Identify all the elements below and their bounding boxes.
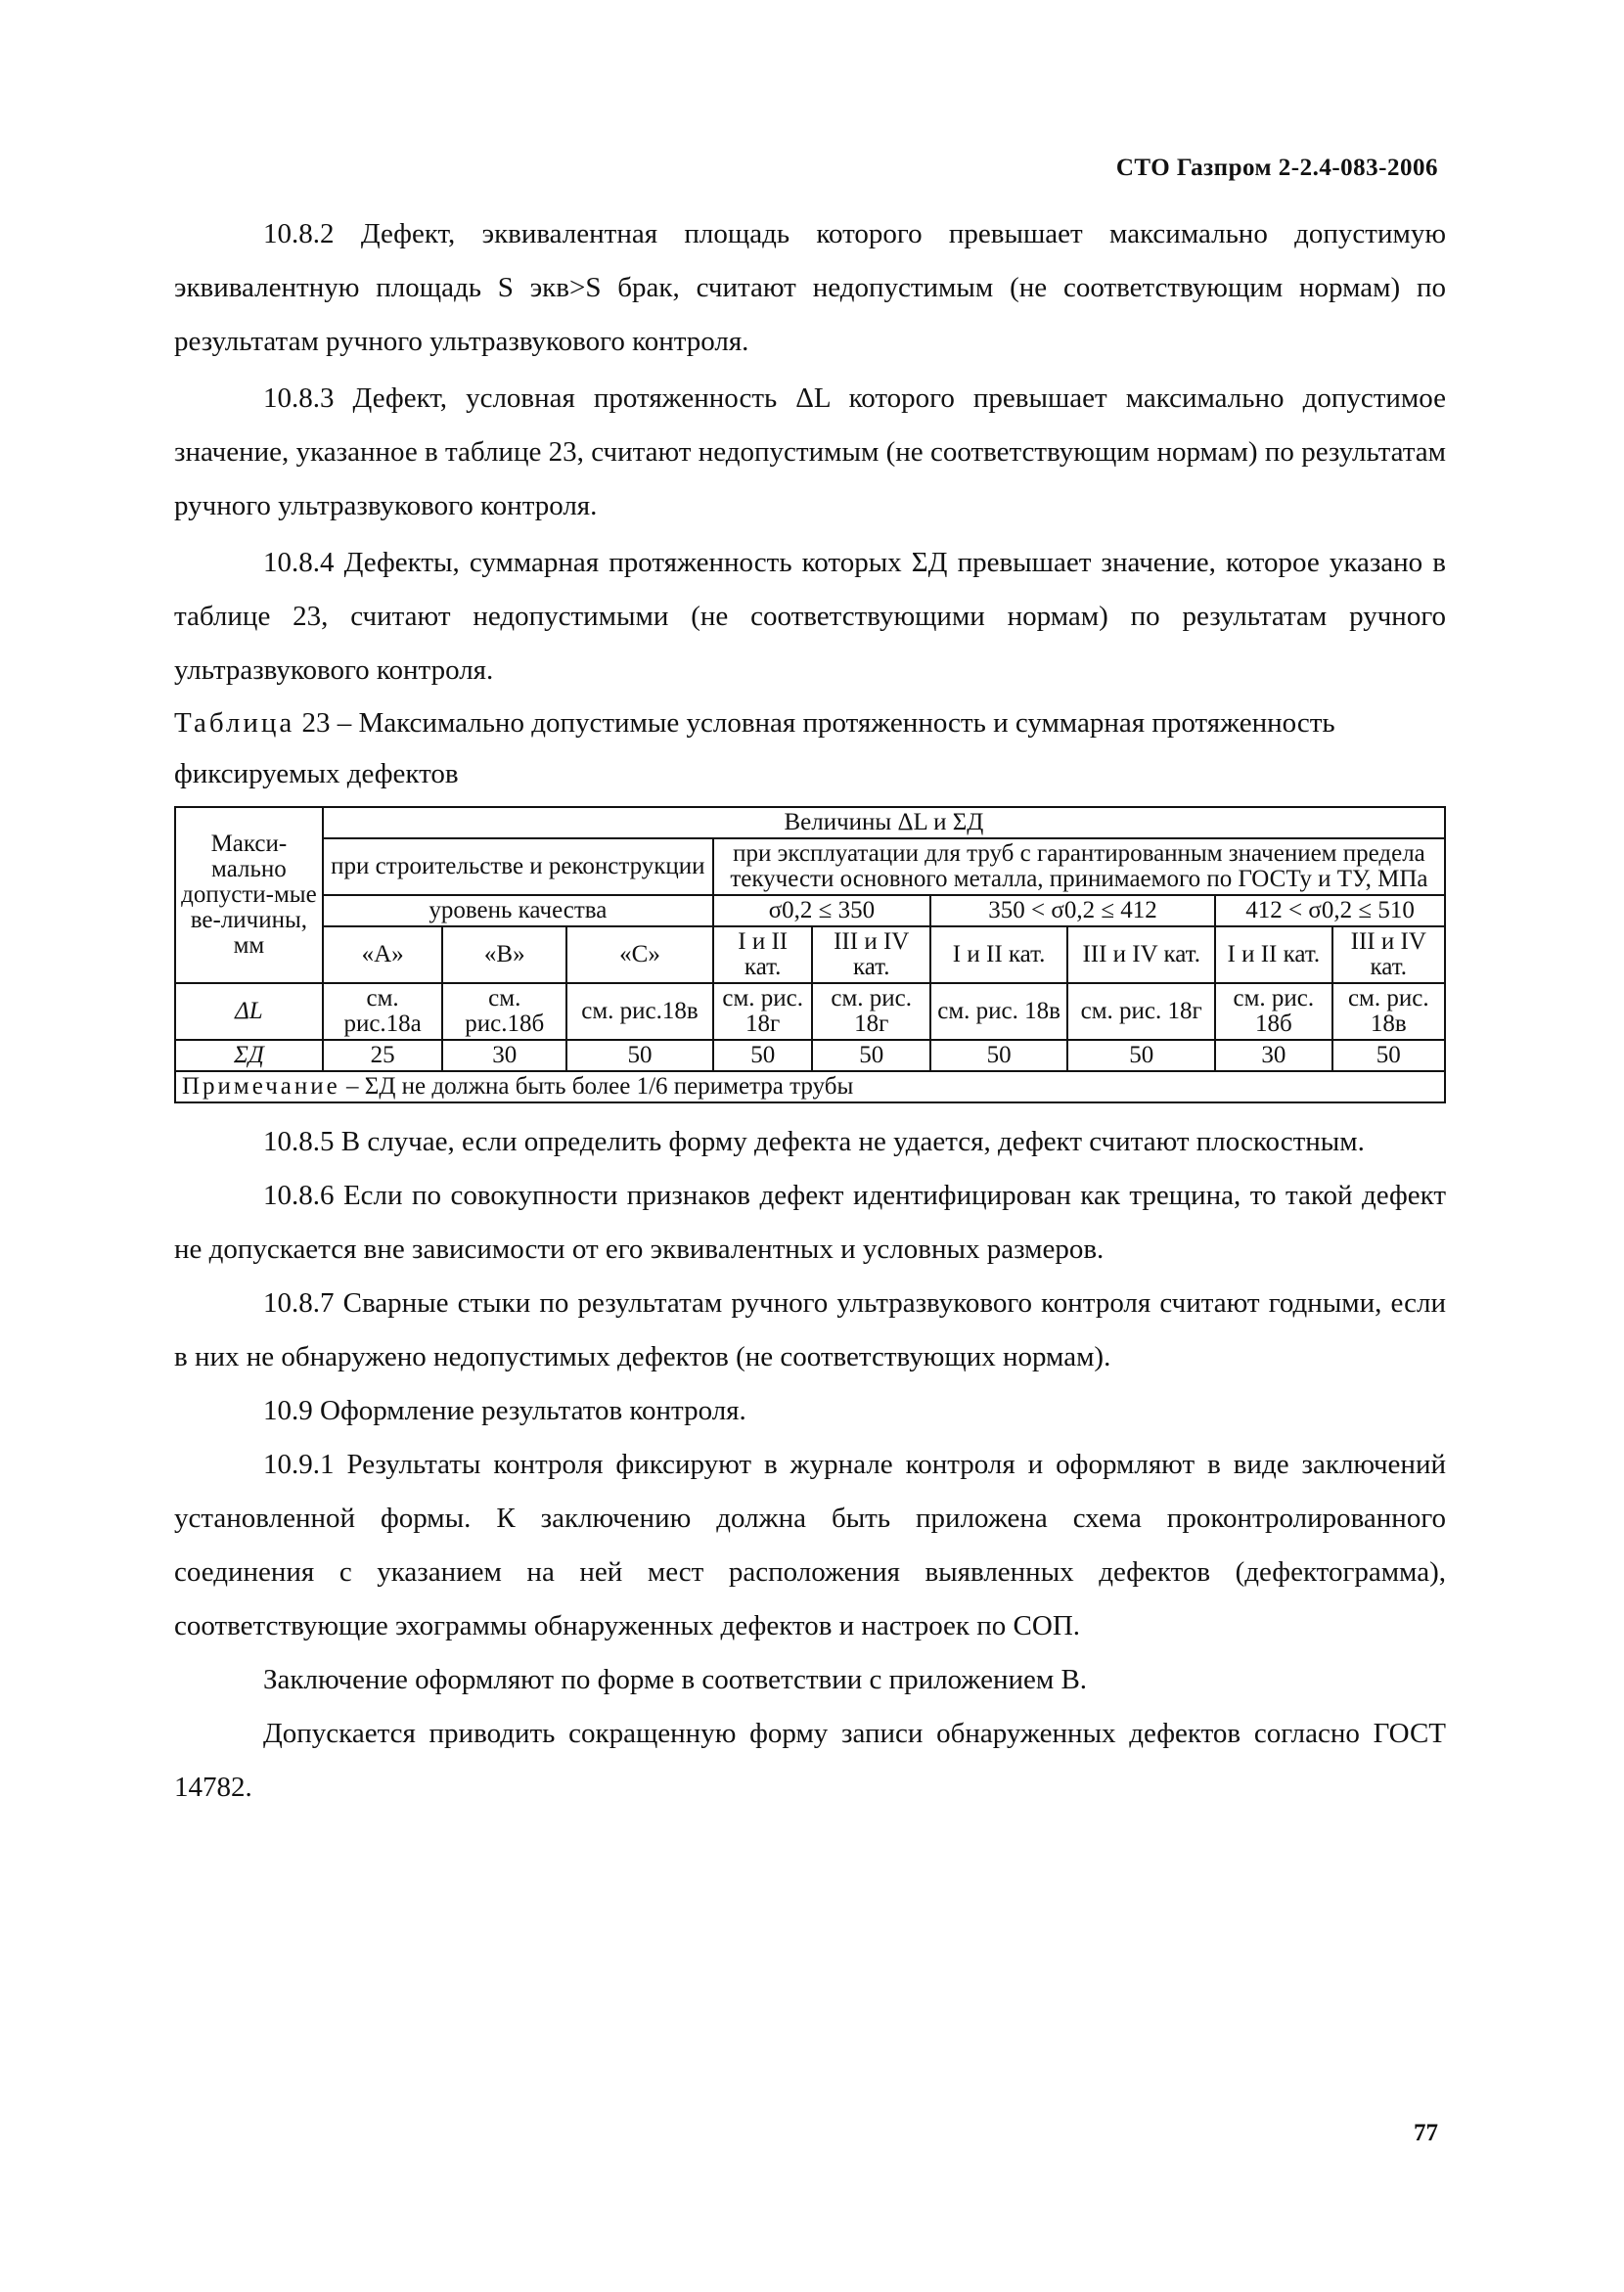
col-header: I и II кат. bbox=[930, 926, 1067, 983]
table-caption bbox=[174, 697, 1446, 799]
document-body bbox=[174, 207, 1446, 1815]
paragraph-10-9-1: 10.9.1 Результаты контроля фиксируют в журнале контроля и оформляют в виде заключений установленной формы. К заключению должна быть приложена схема проконтролированного соединения с указанием на ней мест расположения выявленных дефектов (дефектограмма), соответствующие эхограммы обнаруженных дефектов и настроек по СОП. bbox=[174, 1449, 1446, 1641]
table-cell: 30 bbox=[1215, 1040, 1331, 1071]
table-note bbox=[175, 1071, 1445, 1102]
col-header: «С» bbox=[566, 926, 713, 983]
col-header: III и IV кат. bbox=[812, 926, 929, 983]
col-header: I и II кат. bbox=[713, 926, 813, 983]
max-values-header: Макси-мально допусти-мые ве-личины, мм bbox=[175, 807, 323, 983]
row-label-sum-d: ΣД bbox=[175, 1040, 323, 1071]
yield-range-3-header: 412 < σ0,2 ≤ 510 bbox=[1215, 895, 1445, 926]
table-cell: см. рис. 18в bbox=[1332, 983, 1445, 1040]
values-header: Величины ΔL и ΣД bbox=[323, 807, 1445, 838]
col-header: «А» bbox=[323, 926, 443, 983]
table-note-text: – ΣД не должна быть более 1/6 периметра трубы bbox=[339, 1073, 854, 1100]
table-cell: см. рис. 18г bbox=[812, 983, 929, 1040]
paragraph-10-8-2: 10.8.2 Дефект, эквивалентная площадь которого превышает максимально допустимую эквивалентную площадь S экв>S брак, считают недопустимым (не соответствующим нормам) по результатам ручного ультразвукового контроля. bbox=[174, 218, 1446, 357]
paragraph-10-9: 10.9 Оформление результатов контроля. bbox=[263, 1395, 746, 1426]
table-row bbox=[175, 1040, 1445, 1071]
table-note-label: Примечание bbox=[182, 1073, 340, 1100]
table-cell: 50 bbox=[930, 1040, 1067, 1071]
table-cell: 30 bbox=[442, 1040, 566, 1071]
table-cell: 50 bbox=[566, 1040, 713, 1071]
table-cell: 25 bbox=[323, 1040, 443, 1071]
table-cell: см. рис. 18б bbox=[1215, 983, 1331, 1040]
yield-range-1-header: σ0,2 ≤ 350 bbox=[713, 895, 930, 926]
document-code-header: СТО Газпром 2-2.4-083-2006 bbox=[1115, 155, 1438, 181]
table-cell: 50 bbox=[713, 1040, 813, 1071]
col-header: «В» bbox=[442, 926, 566, 983]
table-cell: 50 bbox=[1067, 1040, 1215, 1071]
paragraph-10-8-5: 10.8.5 В случае, если определить форму дефекта не удается, дефект считают плоскостным. bbox=[263, 1126, 1365, 1157]
quality-level-header: уровень качества bbox=[323, 895, 713, 926]
paragraph-10-8-7: 10.8.7 Сварные стыки по результатам ручного ультразвукового контроля считают годными, если в них не обнаружено недопустимых дефектов (не соответствующих нормам). bbox=[174, 1287, 1446, 1372]
operation-header: при эксплуатации для труб с гарантированным значением предела текучести основного металла, принимаемого по ГОСТу и ТУ, МПа bbox=[713, 838, 1445, 895]
table-cell: см. рис. 18г bbox=[1067, 983, 1215, 1040]
table-cell: см. рис. 18г bbox=[713, 983, 813, 1040]
page-number: 77 bbox=[1414, 2120, 1438, 2146]
paragraph-short-form: Допускается приводить сокращенную форму записи обнаруженных дефектов согласно ГОСТ 14782. bbox=[174, 1718, 1446, 1803]
paragraph-10-8-6: 10.8.6 Если по совокупности признаков дефект идентифицирован как трещина, то такой дефект не допускается вне зависимости от его эквивалентных и условных размеров. bbox=[174, 1180, 1446, 1265]
col-header: I и II кат. bbox=[1215, 926, 1331, 983]
table-row bbox=[175, 983, 1445, 1040]
col-header: III и IV кат. bbox=[1332, 926, 1445, 983]
table-cell: см. рис. 18в bbox=[930, 983, 1067, 1040]
construction-header: при строительстве и реконструкции bbox=[323, 838, 713, 895]
table-cell: 50 bbox=[812, 1040, 929, 1071]
col-header: III и IV кат. bbox=[1067, 926, 1215, 983]
defect-limits-table bbox=[174, 806, 1446, 1103]
table-cell: 50 bbox=[1332, 1040, 1445, 1071]
paragraph-10-8-4: 10.8.4 Дефекты, суммарная протяженность которых ΣД превышает значение, которое указано в таблице 23, считают недопустимыми (не соответствующими нормам) по результатам ручного ультразвукового контроля. bbox=[174, 547, 1446, 686]
yield-range-2-header: 350 < σ0,2 ≤ 412 bbox=[930, 895, 1215, 926]
row-label-delta-l: ΔL bbox=[175, 983, 323, 1040]
table-cell: см. рис.18а bbox=[323, 983, 443, 1040]
paragraph-10-8-3: 10.8.3 Дефект, условная протяженность ΔL которого превышает максимально допустимое значение, указанное в таблице 23, считают недопустимым (не соответствующим нормам) по результатам ручного ультразвукового контроля. bbox=[174, 382, 1446, 521]
table-cell: см. рис.18б bbox=[442, 983, 566, 1040]
paragraph-conclusion: Заключение оформляют по форме в соответствии с приложением В. bbox=[263, 1664, 1088, 1695]
table-caption-text: 23 – Максимально допустимые условная протяженность и суммарная протяженность фиксируемых дефектов bbox=[174, 707, 1335, 789]
table-caption-label: Таблица bbox=[174, 707, 295, 739]
table-cell: см. рис.18в bbox=[566, 983, 713, 1040]
